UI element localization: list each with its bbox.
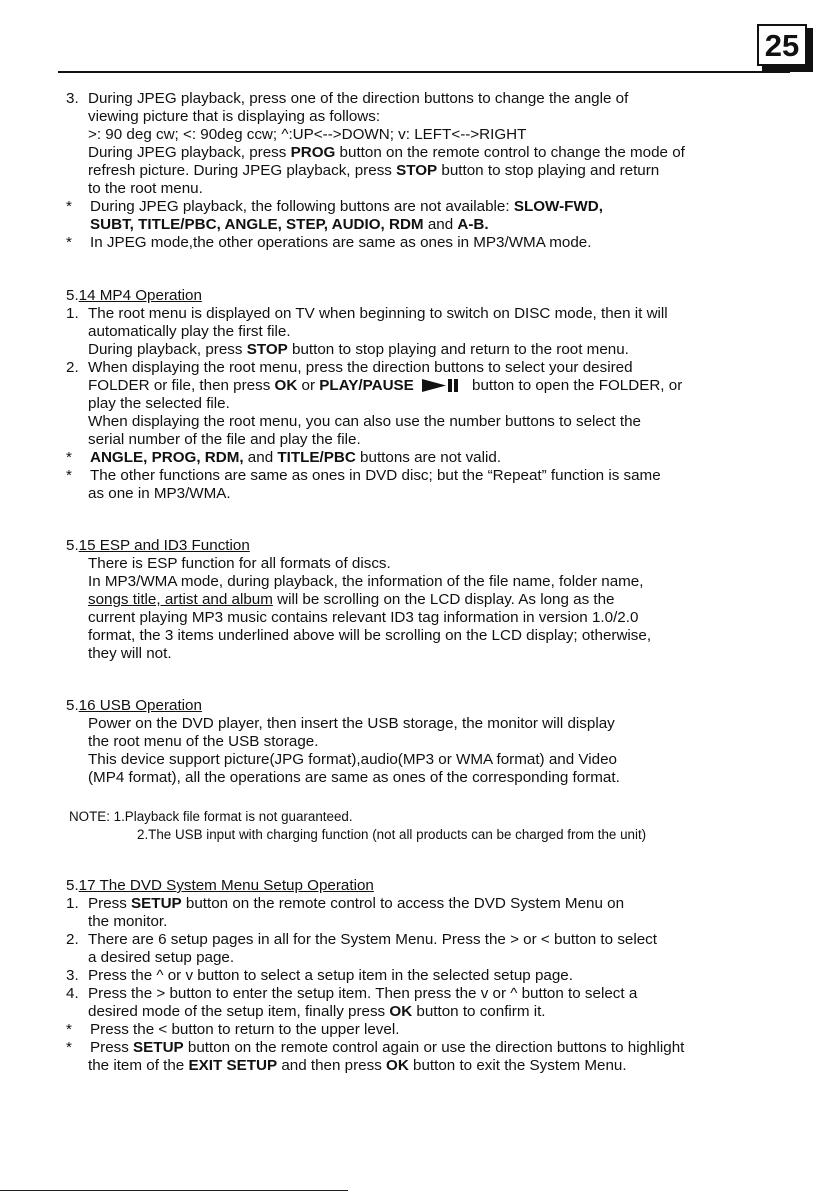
setup-item-1-line-1 <box>88 895 624 913</box>
list-marker: 3. <box>66 967 79 984</box>
text: Press <box>90 1039 134 1056</box>
setup-note-1: Press the < button to return to the upper level. <box>90 1021 400 1038</box>
page-number <box>757 24 807 66</box>
setup-item-4-line-2 <box>88 1003 546 1021</box>
note-line-1: NOTE: 1.Playback file format is not guaranteed. <box>69 809 353 824</box>
bullet-marker: * <box>66 1039 72 1056</box>
jpeg-item-3-line-4 <box>88 144 685 162</box>
bold-label: SLOW-FWD, <box>513 198 603 215</box>
bullet-marker: * <box>66 1021 72 1038</box>
mp4-item-2-line-4: When displaying the root menu, you can also use the number buttons to select the <box>88 413 641 430</box>
jpeg-item-3-line-6: to the root menu. <box>88 180 203 197</box>
setup-button-label: SETUP <box>131 895 182 912</box>
section-heading <box>66 537 250 555</box>
list-marker: 4. <box>66 985 79 1002</box>
play-pause-button-label: PLAY/PAUSE <box>319 377 414 394</box>
text: During playback, press <box>88 341 247 358</box>
setup-button-label: SETUP <box>133 1039 184 1056</box>
mp4-note-2-line-1: The other functions are same as ones in DVD disc; but the “Repeat” function is same <box>90 467 661 484</box>
heading-number: 5. <box>66 537 79 554</box>
setup-note-2-line-1 <box>90 1039 684 1057</box>
bold-label: SUBT, TITLE/PBC, ANGLE, STEP, AUDIO, RDM <box>90 216 424 233</box>
usb-line-4: (MP4 format), all the operations are same as ones of the corresponding format. <box>88 769 620 786</box>
heading-number: 5. <box>66 287 79 304</box>
setup-item-3-line-1: Press the ^ or v button to select a setup item in the selected setup page. <box>88 967 573 984</box>
bullet-marker: * <box>66 234 72 251</box>
text: desired mode of the setup item, finally press <box>88 1003 390 1020</box>
mp4-item-2-line-5: serial number of the file and play the file. <box>88 431 361 448</box>
text: buttons are not valid. <box>355 449 502 466</box>
prog-button-label: PROG <box>290 144 336 161</box>
esp-line-3 <box>88 591 615 609</box>
mp4-item-1-line-1: The root menu is displayed on TV when beginning to switch on DISC mode, then it will <box>88 305 668 322</box>
heading-title: 14 MP4 Operation <box>78 287 202 304</box>
esp-line-6: they will not. <box>88 645 172 662</box>
text: button on the remote control to access the DVD System Menu on <box>181 895 625 912</box>
heading-title: 15 ESP and ID3 Function <box>78 537 250 554</box>
text: button on the remote control to change the mode of <box>335 144 685 161</box>
text: and <box>423 216 458 233</box>
ok-button-label: OK <box>274 377 298 394</box>
usb-line-1: Power on the DVD player, then insert the USB storage, the monitor will display <box>88 715 615 732</box>
esp-line-1: There is ESP function for all formats of discs. <box>88 555 391 572</box>
jpeg-note-1-line-2 <box>90 216 489 234</box>
text: will be scrolling on the LCD display. As long as the <box>272 591 615 608</box>
esp-line-4: current playing MP3 music contains relevant ID3 tag information in version 1.0/2.0 <box>88 609 639 626</box>
play-pause-icon <box>422 378 460 398</box>
jpeg-item-3-line-2: viewing picture that is displaying as follows: <box>88 108 381 125</box>
usb-line-3: This device support picture(JPG format),audio(MP3 or WMA format) and Video <box>88 751 617 768</box>
esp-line-2: In MP3/WMA mode, during playback, the information of the file name, folder name, <box>88 573 644 590</box>
text: button to confirm it. <box>412 1003 546 1020</box>
jpeg-note-1-line-1 <box>90 198 603 216</box>
bullet-marker: * <box>66 467 72 484</box>
mp4-item-2-line-3: play the selected file. <box>88 395 230 412</box>
bullet-marker: * <box>66 198 72 215</box>
list-marker: 2. <box>66 931 79 948</box>
mp4-note-1 <box>90 449 501 467</box>
setup-item-2-line-1: There are 6 setup pages in all for the System Menu. Press the > or < button to select <box>88 931 657 948</box>
text: During JPEG playback, press <box>88 144 291 161</box>
list-marker: 1. <box>66 895 79 912</box>
text: refresh picture. During JPEG playback, press <box>88 162 397 179</box>
section-heading <box>66 877 374 895</box>
setup-item-4-line-1: Press the > button to enter the setup item. Then press the v or ^ button to select a <box>88 985 638 1002</box>
text: button on the remote control again or use the direction buttons to highlight <box>183 1039 685 1056</box>
ok-button-label: OK <box>386 1057 409 1074</box>
page-number-text: 25 <box>764 27 800 63</box>
heading-title: 16 USB Operation <box>78 697 202 714</box>
mp4-note-2-line-2: as one in MP3/WMA. <box>88 485 231 502</box>
note-line-2: 2.The USB input with charging function (not all products can be charged from the unit) <box>137 827 647 842</box>
underlined-items: songs title, artist and album <box>88 591 273 608</box>
header-rule <box>58 71 790 73</box>
section-heading <box>66 287 202 305</box>
section-heading <box>66 697 202 715</box>
text: button to exit the System Menu. <box>408 1057 627 1074</box>
exit-setup-label: EXIT SETUP <box>188 1057 278 1074</box>
bold-label: TITLE/PBC <box>277 449 356 466</box>
bold-label: ANGLE, PROG, RDM, <box>90 449 244 466</box>
list-marker: 3. <box>66 90 79 107</box>
setup-item-2-line-2: a desired setup page. <box>88 949 235 966</box>
text: Press <box>88 895 132 912</box>
setup-note-2-line-2 <box>88 1057 627 1075</box>
esp-line-5: format, the 3 items underlined above will be scrolling on the LCD display; otherwise, <box>88 627 652 644</box>
text: During JPEG playback, the following buttons are not available: <box>90 198 514 215</box>
text: button to stop playing and return <box>437 162 660 179</box>
mp4-item-1-line-2: automatically play the first file. <box>88 323 291 340</box>
text: FOLDER or file, then press <box>88 377 275 394</box>
heading-number: 5. <box>66 697 79 714</box>
bullet-marker: * <box>66 449 72 466</box>
list-marker: 1. <box>66 305 79 322</box>
footer-rule <box>0 1190 348 1191</box>
stop-button-label: STOP <box>396 162 438 179</box>
text: and then press <box>277 1057 387 1074</box>
text: and <box>243 449 278 466</box>
ok-button-label: OK <box>389 1003 413 1020</box>
jpeg-item-3-line-3: >: 90 deg cw; <: 90deg ccw; ^:UP<-->DOWN; v: LEFT<-->RIGHT <box>88 126 527 143</box>
usb-line-2: the root menu of the USB storage. <box>88 733 319 750</box>
jpeg-item-3-line-5 <box>88 162 659 180</box>
mp4-item-2-line-1: When displaying the root menu, press the direction buttons to select your desired <box>88 359 633 376</box>
stop-button-label: STOP <box>246 341 288 358</box>
text: or <box>297 377 320 394</box>
jpeg-item-3-line-1: During JPEG playback, press one of the direction buttons to change the angle of <box>88 90 629 107</box>
setup-item-1-line-2: the monitor. <box>88 913 168 930</box>
heading-number: 5. <box>66 877 79 894</box>
text: button to open the FOLDER, or <box>467 377 683 394</box>
text: button to stop playing and return to the root menu. <box>287 341 629 358</box>
mp4-item-1-line-3 <box>88 341 629 359</box>
jpeg-note-2: In JPEG mode,the other operations are same as ones in MP3/WMA mode. <box>90 234 592 251</box>
heading-title: 17 The DVD System Menu Setup Operation <box>78 877 374 894</box>
list-marker: 2. <box>66 359 79 376</box>
text: the item of the <box>88 1057 189 1074</box>
bold-label: A-B. <box>457 216 489 233</box>
